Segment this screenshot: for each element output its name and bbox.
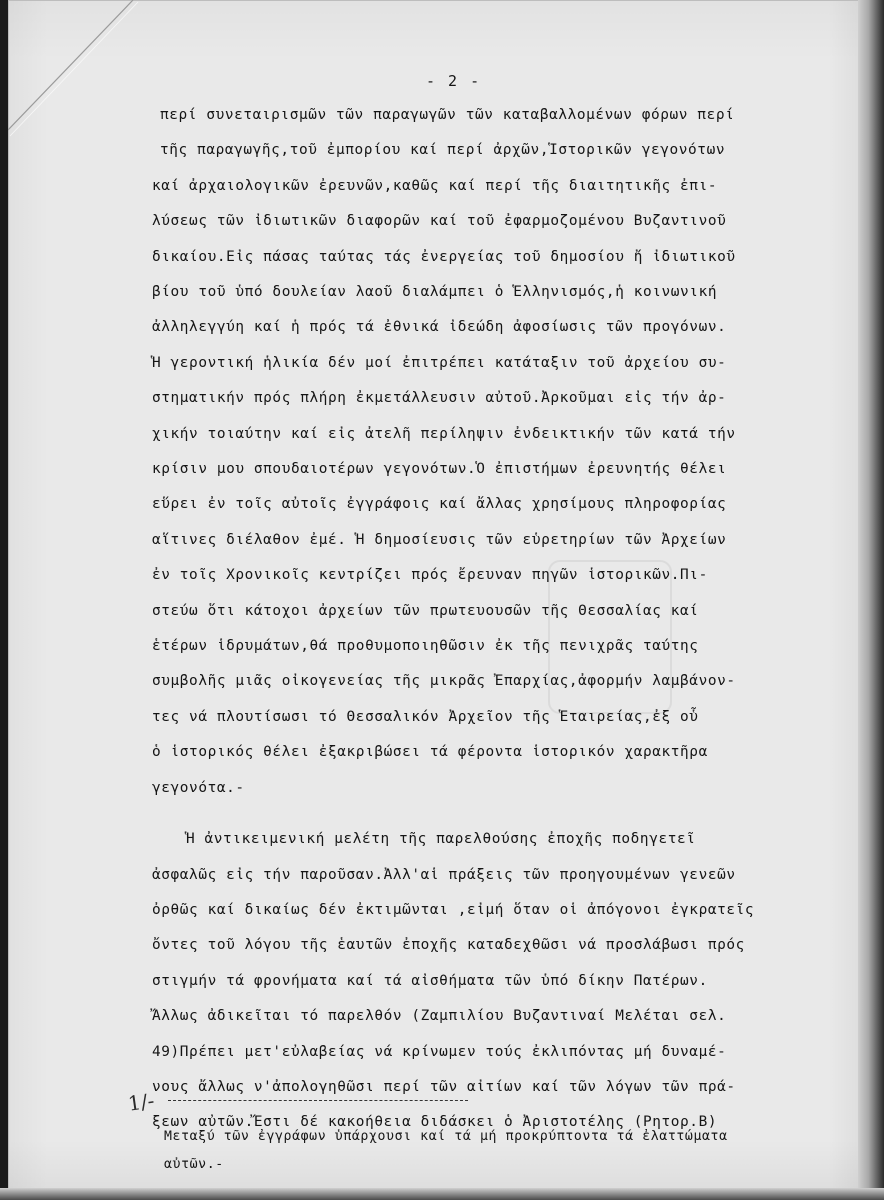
footnote-line: αὐτῶν.- [164, 1157, 224, 1172]
scanner-edge-bottom [0, 1188, 884, 1200]
text-line: εὕρει ἐν τοῖς αὐτοῖς ἐγγράφοις καί ἄλλας χρησίμους πληροφορίας [152, 496, 727, 512]
text-line: βίου τοῦ ὑπό δουλείαν λαοῦ διαλάμπει ὁ Ἑλληνισμός,ἡ κοινωνική [152, 284, 718, 300]
text-line: ἀσφαλῶς εἰς τήν παροῦσαν.Ἀλλ'αἱ πράξεις τῶν προηγουμένων γενεῶν [152, 867, 736, 883]
footnote-line: Μεταξύ τῶν ἐγγράφων ὑπάρχουσι καί τά μή προκρύπτοντα τά ἐλαττώματα [164, 1129, 728, 1144]
text-line: στιγμήν τά φρονήματα καί τά αἰσθήματα τῶν ὑπό δίκην Πατέρων. [152, 973, 708, 989]
text-line: Ἡ γεροντική ἡλικία δέν μοί ἐπιτρέπει κατάταξιν τοῦ ἀρχείου συ- [152, 355, 727, 371]
text-line: νους ἄλλως ν'ἀπολογηθῶσι περί τῶν αἰτίων καί τῶν λόγων τῶν πρά- [152, 1079, 736, 1095]
text-line: ἑτέρων ἱδρυμάτων,θά προθυμοποιηθῶσιν ἐκ τῆς πενιχρᾶς ταύτης [152, 638, 699, 654]
text-line: λύσεως τῶν ἰδιωτικῶν διαφορῶν καί τοῦ ἐφαρμοζομένου Βυζαντινοῦ [152, 213, 727, 229]
text-line: δικαίου.Εἰς πάσας ταύτας τάς ἐνεργείας τοῦ δημοσίου ἤ ἰδιωτικοῦ [152, 249, 736, 265]
text-line: καί ἀρχαιολογικῶν ἐρευνῶν,καθῶς καί περί τῆς διαιτητικῆς ἐπι- [152, 178, 718, 194]
text-line: Ἄλλως ἀδικεῖται τό παρελθόν (Ζαμπιλίου Βυζαντιναί Μελέται σελ. [152, 1008, 727, 1024]
text-line: στεύω ὅτι κάτοχοι ἀρχείων τῶν πρωτευουσῶν τῆς Θεσσαλίας καί [152, 603, 699, 619]
page-number: - 2 - [426, 72, 482, 90]
text-line: ἀλληλεγγύη καί ἡ πρός τά ἐθνικά ἰδεώδη ἀφοσίωσις τῶν προγόνων. [152, 319, 727, 335]
footnote-marker: 1/- [126, 1088, 156, 1116]
text-line: περί συνεταιρισμῶν τῶν παραγωγῶν τῶν καταβαλλομένων φόρων περί [160, 107, 735, 123]
text-line: τες νά πλουτίσωσι τό Θεσσαλικόν Ἀρχεῖον τῆς Ἑταιρείας,ἐξ οὗ [152, 709, 699, 725]
scanner-edge-right [858, 0, 884, 1200]
text-line: αἵτινες διέλαθον ἐμέ. Ἡ δημοσίευσις τῶν εὑρετηρίων τῶν Ἀρχείων [152, 532, 727, 548]
text-line: ἐν τοῖς Χρονικοῖς κεντρίζει πρός ἔρευναν πηγῶν ἱστορικῶν.Πι- [152, 567, 708, 583]
text-line: Ἡ ἀντικειμενική μελέτη τῆς παρελθούσης ἐποχῆς ποδηγετεῖ [186, 831, 696, 847]
text-line: χικήν τοιαύτην καί εἰς ἀτελῆ περίληψιν ἐνδεικτικήν τῶν κατά τήν [152, 426, 736, 442]
text-line: ὀρθῶς καί δικαίως δέν ἐκτιμῶνται ,εἰμή ὅταν οἱ ἀπόγονοι ἐγκρατεῖς [152, 902, 755, 918]
text-line: κρίσιν μου σπουδαιοτέρων γεγονότων.Ὁ ἐπιστήμων ἐρευνητής θέλει [152, 461, 727, 477]
text-line: ὁ ἱστορικός θέλει ἐξακριβώσει τά φέροντα ἱστορικόν χαρακτῆρα [152, 744, 708, 760]
typed-body-text [8, 0, 866, 1192]
text-line: τῆς παραγωγῆς,τοῦ ἐμπορίου καί περί ἀρχῶν,Ἱστορικῶν γεγονότων [160, 142, 726, 158]
text-line: ξεων αὐτῶν.Ἔστι δέ κακοήθεια διδάσκει ὁ Ἀριστοτέλης (Ρητορ.Β) [152, 1114, 718, 1130]
text-line: συμβολῆς μιᾶς οἰκογενείας τῆς μικρᾶς Ἐπαρχίας,ἀφορμήν λαμβάνον- [152, 673, 736, 689]
text-line: στηματικήν πρός πλήρη ἐκμετάλλευσιν αὐτοῦ.Ἀρκοῦμαι εἰς τήν ἀρ- [152, 390, 727, 406]
document-page [8, 0, 866, 1192]
footnote-divider [168, 1100, 468, 1101]
text-line: γεγονότα.- [152, 780, 245, 796]
text-line: ὄντες τοῦ λόγου τῆς ἑαυτῶν ἐποχῆς καταδεχθῶσι νά προσλάβωσι πρός [152, 937, 745, 953]
text-line: 49)Πρέπει μετ'εὐλαβείας νά κρίνωμεν τούς ἐκλιπόντας μή δυναμέ- [152, 1044, 727, 1060]
